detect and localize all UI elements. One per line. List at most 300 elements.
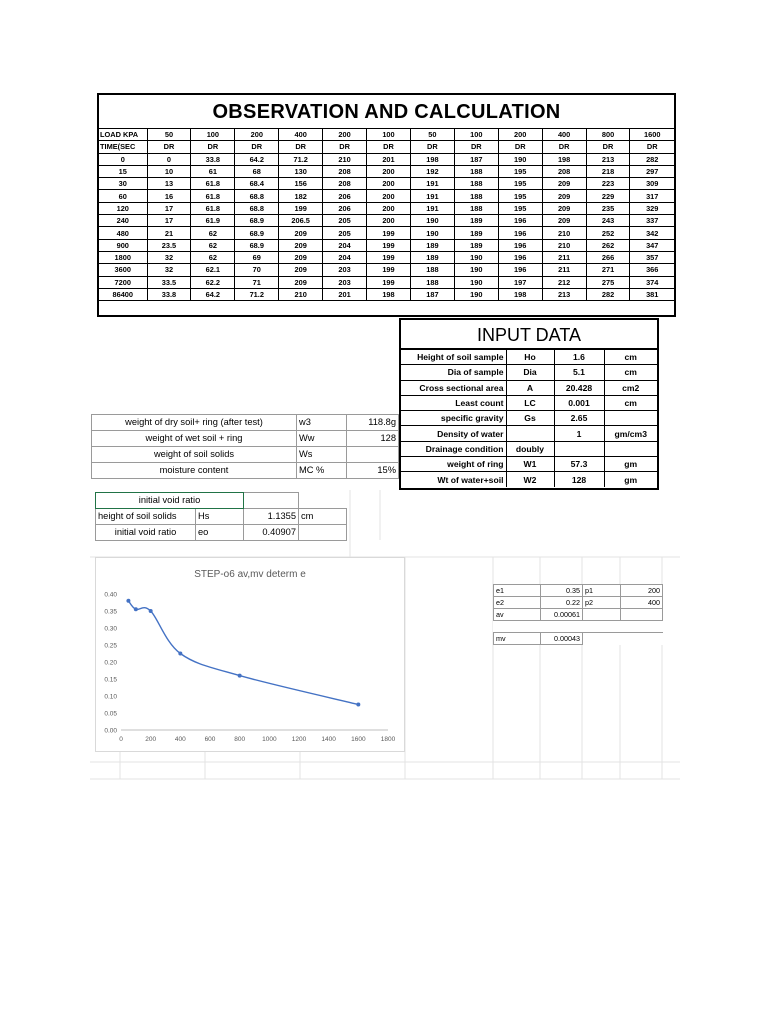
reading-cell[interactable]: 192 <box>410 165 454 177</box>
reading-cell[interactable]: 100 <box>191 129 235 141</box>
p2-value[interactable]: 400 <box>621 597 663 609</box>
x-tick-label: 1200 <box>291 736 307 743</box>
input-label[interactable]: Wt of water+soil <box>401 472 506 487</box>
reading-cell[interactable]: 210 <box>542 239 586 251</box>
reading-cell[interactable]: 69 <box>235 251 279 263</box>
y-tick-label: 0.25 <box>104 642 117 650</box>
reading-cell[interactable]: DR <box>542 141 586 153</box>
hs-unit[interactable]: cm <box>299 509 347 525</box>
reading-cell[interactable]: 200 <box>235 129 279 141</box>
reading-cell[interactable]: 229 <box>586 190 630 202</box>
reading-cell[interactable]: 204 <box>323 239 367 251</box>
hs-symbol[interactable]: Hs <box>196 509 244 525</box>
void-ratio-header[interactable]: initial void ratio <box>96 493 244 509</box>
weight-row <box>92 431 399 447</box>
reading-cell[interactable]: 71 <box>235 276 279 288</box>
reading-cell[interactable]: 62 <box>191 227 235 239</box>
input-value[interactable]: 128 <box>554 472 604 487</box>
reading-cell[interactable]: 1600 <box>630 129 674 141</box>
data-point <box>126 599 130 603</box>
reading-cell[interactable]: DR <box>586 141 630 153</box>
reading-cell[interactable]: 199 <box>367 264 411 276</box>
input-data-grid <box>401 349 657 487</box>
reading-cell[interactable]: 209 <box>542 215 586 227</box>
reading-cell[interactable]: 190 <box>498 153 542 165</box>
reading-cell[interactable]: 23.5 <box>147 239 191 251</box>
reading-cell[interactable]: 210 <box>542 227 586 239</box>
reading-cell[interactable]: 198 <box>367 288 411 300</box>
reading-cell[interactable]: 201 <box>367 153 411 165</box>
input-label[interactable]: Drainage condition <box>401 441 506 456</box>
reading-cell[interactable]: 189 <box>410 239 454 251</box>
reading-cell[interactable]: 50 <box>147 129 191 141</box>
reading-cell[interactable]: 800 <box>586 129 630 141</box>
input-label[interactable]: Density of water <box>401 426 506 441</box>
row-label-cell[interactable]: 15 <box>99 165 147 177</box>
row-label-cell[interactable]: 7200 <box>99 276 147 288</box>
reading-cell[interactable]: 205 <box>323 215 367 227</box>
input-unit[interactable]: gm/cm3 <box>604 426 657 441</box>
row-label-cell[interactable]: 30 <box>99 178 147 190</box>
reading-cell[interactable]: 61.8 <box>191 178 235 190</box>
reading-cell[interactable]: 68.9 <box>235 227 279 239</box>
reading-cell[interactable]: 209 <box>542 178 586 190</box>
reading-cell[interactable]: 203 <box>323 276 367 288</box>
observation-table <box>97 93 676 317</box>
input-row <box>401 457 657 472</box>
input-unit[interactable]: cm <box>604 365 657 380</box>
input-symbol[interactable]: Dia <box>506 365 554 380</box>
input-label[interactable]: weight of ring <box>401 457 506 472</box>
reading-cell[interactable]: 347 <box>630 239 674 251</box>
input-value[interactable]: 1.6 <box>554 350 604 365</box>
input-unit[interactable]: cm <box>604 350 657 365</box>
reading-cell[interactable]: 16 <box>147 190 191 202</box>
row-label-cell[interactable]: 1800 <box>99 251 147 263</box>
reading-cell[interactable]: 282 <box>630 153 674 165</box>
input-value[interactable] <box>554 441 604 456</box>
data-point <box>356 703 360 707</box>
reading-cell[interactable]: 62 <box>191 239 235 251</box>
reading-cell[interactable]: 309 <box>630 178 674 190</box>
reading-cell[interactable]: DR <box>498 141 542 153</box>
reading-cell[interactable]: 10 <box>147 165 191 177</box>
reading-cell[interactable]: 213 <box>586 153 630 165</box>
weight-value[interactable]: 118.8g <box>347 415 399 431</box>
reading-cell[interactable]: 190 <box>410 227 454 239</box>
reading-cell[interactable]: 196 <box>498 227 542 239</box>
y-tick-label: 0.00 <box>104 727 117 735</box>
reading-cell[interactable]: 198 <box>542 153 586 165</box>
reading-cell[interactable]: 218 <box>586 165 630 177</box>
input-label[interactable]: Height of soil sample <box>401 350 506 365</box>
reading-cell[interactable]: 199 <box>367 227 411 239</box>
reading-cell[interactable]: 317 <box>630 190 674 202</box>
reading-cell[interactable]: 206 <box>323 202 367 214</box>
e2-value[interactable]: 0.22 <box>541 597 583 609</box>
reading-cell[interactable]: 212 <box>542 276 586 288</box>
reading-cell[interactable]: DR <box>367 141 411 153</box>
reading-cell[interactable]: 189 <box>410 251 454 263</box>
weight-label[interactable]: weight of dry soil+ ring (after test) <box>92 415 297 431</box>
input-unit[interactable]: gm <box>604 457 657 472</box>
reading-cell[interactable]: 262 <box>586 239 630 251</box>
void-ratio-empty-cell[interactable] <box>244 493 299 509</box>
weight-label[interactable]: weight of soil solids <box>92 447 297 463</box>
reading-cell[interactable]: 199 <box>367 276 411 288</box>
reading-cell[interactable]: 61 <box>191 165 235 177</box>
input-row <box>401 472 657 487</box>
reading-cell[interactable]: 211 <box>542 251 586 263</box>
reading-cell[interactable]: 62.2 <box>191 276 235 288</box>
reading-cell[interactable]: DR <box>235 141 279 153</box>
reading-cell[interactable]: 208 <box>323 165 367 177</box>
reading-cell[interactable]: 243 <box>586 215 630 227</box>
reading-cell[interactable]: 210 <box>323 153 367 165</box>
chart-plot <box>96 558 406 753</box>
reading-cell[interactable]: 209 <box>279 264 323 276</box>
reading-cell[interactable]: 68 <box>235 165 279 177</box>
e1-label[interactable]: e1 <box>494 585 541 597</box>
row-label-cell[interactable]: 480 <box>99 227 147 239</box>
weight-row <box>92 447 399 463</box>
reading-cell[interactable]: 190 <box>410 215 454 227</box>
reading-cell[interactable]: 209 <box>279 251 323 263</box>
weights-table <box>91 414 399 479</box>
reading-cell[interactable]: 190 <box>454 288 498 300</box>
y-tick-label: 0.05 <box>104 710 117 718</box>
reading-cell[interactable]: DR <box>323 141 367 153</box>
reading-cell[interactable]: 206 <box>323 190 367 202</box>
reading-cell[interactable]: 195 <box>498 178 542 190</box>
reading-cell[interactable]: 400 <box>279 129 323 141</box>
reading-cell[interactable]: 200 <box>323 129 367 141</box>
reading-cell[interactable]: 199 <box>367 251 411 263</box>
reading-cell[interactable]: 33.5 <box>147 276 191 288</box>
input-unit[interactable] <box>604 411 657 426</box>
observation-row <box>99 264 674 276</box>
reading-cell[interactable]: 196 <box>498 251 542 263</box>
reading-cell[interactable]: 199 <box>367 239 411 251</box>
reading-cell[interactable]: 189 <box>454 227 498 239</box>
reading-cell[interactable]: 209 <box>279 227 323 239</box>
reading-cell[interactable]: 252 <box>586 227 630 239</box>
reading-cell[interactable]: 209 <box>279 239 323 251</box>
reading-cell[interactable]: 13 <box>147 178 191 190</box>
reading-cell[interactable]: 189 <box>454 215 498 227</box>
reading-cell[interactable]: 0 <box>147 153 191 165</box>
reading-cell[interactable]: 100 <box>454 129 498 141</box>
reading-cell[interactable]: 337 <box>630 215 674 227</box>
x-tick-label: 400 <box>174 736 186 743</box>
reading-cell[interactable]: 61.8 <box>191 202 235 214</box>
reading-cell[interactable]: 62 <box>191 251 235 263</box>
y-tick-label: 0.20 <box>104 659 117 667</box>
input-value[interactable]: 0.001 <box>554 395 604 410</box>
weight-label[interactable]: moisture content <box>92 463 297 479</box>
reading-cell[interactable]: 71.2 <box>235 288 279 300</box>
reading-cell[interactable]: DR <box>191 141 235 153</box>
weight-value[interactable] <box>347 447 399 463</box>
av-mv-table <box>493 584 663 645</box>
input-unit[interactable]: cm <box>604 395 657 410</box>
av-empty-cell-1[interactable] <box>583 609 621 621</box>
reading-cell[interactable]: DR <box>147 141 191 153</box>
reading-cell[interactable]: 266 <box>586 251 630 263</box>
input-symbol[interactable]: LC <box>506 395 554 410</box>
x-tick-label: 800 <box>234 736 246 743</box>
reading-cell[interactable]: 400 <box>542 129 586 141</box>
eo-symbol[interactable]: eo <box>196 525 244 541</box>
reading-cell[interactable]: 191 <box>410 202 454 214</box>
reading-cell[interactable]: 64.2 <box>235 153 279 165</box>
input-row <box>401 365 657 380</box>
reading-cell[interactable]: 195 <box>498 190 542 202</box>
reading-cell[interactable]: 17 <box>147 215 191 227</box>
reading-cell[interactable]: 21 <box>147 227 191 239</box>
p2-label[interactable]: p2 <box>583 597 621 609</box>
reading-cell[interactable]: 33.8 <box>147 288 191 300</box>
reading-cell[interactable]: 206.5 <box>279 215 323 227</box>
weight-value[interactable]: 128 <box>347 431 399 447</box>
reading-cell[interactable]: 71.2 <box>279 153 323 165</box>
input-symbol[interactable]: A <box>506 380 554 395</box>
row-label-cell[interactable]: 3600 <box>99 264 147 276</box>
input-label[interactable]: Least count <box>401 395 506 410</box>
reading-cell[interactable]: 200 <box>367 165 411 177</box>
input-data-title: INPUT DATA <box>401 320 657 349</box>
reading-cell[interactable]: 68.8 <box>235 190 279 202</box>
reading-cell[interactable]: 223 <box>586 178 630 190</box>
hs-value[interactable]: 1.1355 <box>244 509 299 525</box>
reading-cell[interactable]: 342 <box>630 227 674 239</box>
reading-cell[interactable]: 200 <box>367 178 411 190</box>
reading-cell[interactable]: 68.9 <box>235 215 279 227</box>
reading-cell[interactable]: 195 <box>498 165 542 177</box>
reading-cell[interactable]: 195 <box>498 202 542 214</box>
reading-cell[interactable]: 275 <box>586 276 630 288</box>
input-row <box>401 350 657 365</box>
row-label-cell[interactable]: LOAD KPA <box>99 129 147 141</box>
reading-cell[interactable]: 271 <box>586 264 630 276</box>
reading-cell[interactable]: 213 <box>542 288 586 300</box>
reading-cell[interactable]: 282 <box>586 288 630 300</box>
reading-cell[interactable]: 204 <box>323 251 367 263</box>
observation-row <box>99 153 674 165</box>
x-tick-label: 1800 <box>380 736 396 743</box>
reading-cell[interactable]: 50 <box>410 129 454 141</box>
reading-cell[interactable]: 198 <box>410 153 454 165</box>
av-row <box>494 609 663 621</box>
reading-cell[interactable]: 208 <box>542 165 586 177</box>
x-tick-label: 1000 <box>262 736 277 743</box>
reading-cell[interactable]: 205 <box>323 227 367 239</box>
reading-cell[interactable]: 199 <box>279 202 323 214</box>
reading-cell[interactable]: 188 <box>410 276 454 288</box>
av-value[interactable]: 0.00061 <box>541 609 583 621</box>
weight-symbol[interactable]: MC % <box>297 463 347 479</box>
void-ratio-chart[interactable] <box>95 557 405 752</box>
reading-cell[interactable]: 200 <box>367 215 411 227</box>
reading-cell[interactable]: 210 <box>279 288 323 300</box>
data-point <box>134 607 138 611</box>
eo-empty-cell[interactable] <box>299 525 347 541</box>
row-label-cell[interactable]: 86400 <box>99 288 147 300</box>
row-label-cell[interactable]: 900 <box>99 239 147 251</box>
reading-cell[interactable]: 156 <box>279 178 323 190</box>
reading-cell[interactable]: 329 <box>630 202 674 214</box>
weight-symbol[interactable]: Ws <box>297 447 347 463</box>
weight-symbol[interactable]: w3 <box>297 415 347 431</box>
x-tick-label: 200 <box>145 736 157 743</box>
reading-cell[interactable]: 209 <box>542 190 586 202</box>
reading-cell[interactable]: 61.8 <box>191 190 235 202</box>
reading-cell[interactable]: 200 <box>367 202 411 214</box>
reading-cell[interactable]: 68.8 <box>235 202 279 214</box>
row-label-cell[interactable]: 120 <box>99 202 147 214</box>
reading-cell[interactable]: 209 <box>542 202 586 214</box>
reading-cell[interactable]: 190 <box>454 264 498 276</box>
input-unit[interactable]: gm <box>604 472 657 487</box>
row-label-cell[interactable]: 240 <box>99 215 147 227</box>
reading-cell[interactable]: 188 <box>410 264 454 276</box>
reading-cell[interactable]: DR <box>410 141 454 153</box>
y-tick-label: 0.30 <box>104 625 117 633</box>
observation-row <box>99 165 674 177</box>
reading-cell[interactable]: 381 <box>630 288 674 300</box>
input-symbol[interactable]: W1 <box>506 457 554 472</box>
input-value[interactable]: 20.428 <box>554 380 604 395</box>
reading-cell[interactable]: 196 <box>498 215 542 227</box>
reading-cell[interactable]: DR <box>630 141 674 153</box>
input-value[interactable]: 5.1 <box>554 365 604 380</box>
weight-value[interactable]: 15% <box>347 463 399 479</box>
reading-cell[interactable]: 374 <box>630 276 674 288</box>
input-value[interactable]: 57.3 <box>554 457 604 472</box>
void-ratio-table <box>95 492 347 541</box>
input-symbol[interactable]: Ho <box>506 350 554 365</box>
reading-cell[interactable]: 191 <box>410 178 454 190</box>
reading-cell[interactable]: 211 <box>542 264 586 276</box>
row-label-cell[interactable]: 60 <box>99 190 147 202</box>
row-label-cell[interactable]: 0 <box>99 153 147 165</box>
reading-cell[interactable]: 61.9 <box>191 215 235 227</box>
mv-label[interactable]: mv <box>494 633 541 645</box>
reading-cell[interactable]: 297 <box>630 165 674 177</box>
reading-cell[interactable]: 62.1 <box>191 264 235 276</box>
reading-cell[interactable]: 64.2 <box>191 288 235 300</box>
void-ratio-header-row <box>96 493 347 509</box>
reading-cell[interactable]: 366 <box>630 264 674 276</box>
reading-cell[interactable]: 200 <box>367 190 411 202</box>
weight-symbol[interactable]: Ww <box>297 431 347 447</box>
reading-cell[interactable]: 208 <box>323 178 367 190</box>
reading-cell[interactable]: 235 <box>586 202 630 214</box>
reading-cell[interactable]: 188 <box>454 165 498 177</box>
e2-label[interactable]: e2 <box>494 597 541 609</box>
observation-row <box>99 202 674 214</box>
reading-cell[interactable]: 196 <box>498 264 542 276</box>
input-label[interactable]: Cross sectional area <box>401 380 506 395</box>
e1-value[interactable]: 0.35 <box>541 585 583 597</box>
input-unit[interactable]: cm2 <box>604 380 657 395</box>
input-row <box>401 380 657 395</box>
av-empty-cell-2[interactable] <box>621 609 663 621</box>
row-label-cell[interactable]: TIME(SEC <box>99 141 147 153</box>
input-row <box>401 411 657 426</box>
reading-cell[interactable]: 209 <box>279 276 323 288</box>
time-header-row <box>99 141 674 153</box>
mv-value[interactable]: 0.00043 <box>541 633 583 645</box>
input-row <box>401 395 657 410</box>
input-value[interactable]: 2.65 <box>554 411 604 426</box>
reading-cell[interactable]: 203 <box>323 264 367 276</box>
input-value[interactable]: 1 <box>554 426 604 441</box>
reading-cell[interactable]: 187 <box>454 153 498 165</box>
input-symbol[interactable] <box>506 426 554 441</box>
reading-cell[interactable]: 70 <box>235 264 279 276</box>
reading-cell[interactable]: 198 <box>498 288 542 300</box>
reading-cell[interactable]: 188 <box>454 202 498 214</box>
reading-cell[interactable]: 191 <box>410 190 454 202</box>
reading-cell[interactable]: 200 <box>498 129 542 141</box>
input-symbol[interactable]: W2 <box>506 472 554 487</box>
reading-cell[interactable]: 190 <box>454 251 498 263</box>
eo-label[interactable]: initial void ratio <box>96 525 196 541</box>
input-symbol[interactable]: doubly <box>506 441 554 456</box>
input-row <box>401 426 657 441</box>
av-label[interactable]: av <box>494 609 541 621</box>
weight-label[interactable]: weight of wet soil + ring <box>92 431 297 447</box>
p1-value[interactable]: 200 <box>621 585 663 597</box>
reading-cell[interactable]: 188 <box>454 190 498 202</box>
reading-cell[interactable]: DR <box>454 141 498 153</box>
reading-cell[interactable]: 32 <box>147 264 191 276</box>
reading-cell[interactable]: 130 <box>279 165 323 177</box>
spacer-row <box>494 621 663 633</box>
y-tick-label: 0.10 <box>104 693 117 701</box>
reading-cell[interactable]: 357 <box>630 251 674 263</box>
hs-label[interactable]: height of soil solids <box>96 509 196 525</box>
reading-cell[interactable]: 188 <box>454 178 498 190</box>
reading-cell[interactable]: 100 <box>367 129 411 141</box>
input-unit[interactable] <box>604 441 657 456</box>
input-symbol[interactable]: Gs <box>506 411 554 426</box>
reading-cell[interactable]: 68.4 <box>235 178 279 190</box>
weight-row <box>92 463 399 479</box>
p1-label[interactable]: p1 <box>583 585 621 597</box>
eo-value[interactable]: 0.40907 <box>244 525 299 541</box>
reading-cell[interactable]: 190 <box>454 276 498 288</box>
reading-cell[interactable]: 32 <box>147 251 191 263</box>
reading-cell[interactable]: 189 <box>454 239 498 251</box>
input-label[interactable]: Dia of sample <box>401 365 506 380</box>
reading-cell[interactable]: 33.8 <box>191 153 235 165</box>
reading-cell[interactable]: 201 <box>323 288 367 300</box>
data-point <box>178 652 182 656</box>
reading-cell[interactable]: 187 <box>410 288 454 300</box>
reading-cell[interactable]: 182 <box>279 190 323 202</box>
eo-row <box>96 525 347 541</box>
reading-cell[interactable]: DR <box>279 141 323 153</box>
reading-cell[interactable]: 197 <box>498 276 542 288</box>
input-label[interactable]: specific gravity <box>401 411 506 426</box>
reading-cell[interactable]: 196 <box>498 239 542 251</box>
reading-cell[interactable]: 68.9 <box>235 239 279 251</box>
reading-cell[interactable]: 17 <box>147 202 191 214</box>
x-tick-label: 1400 <box>321 736 336 743</box>
data-point <box>149 609 153 613</box>
